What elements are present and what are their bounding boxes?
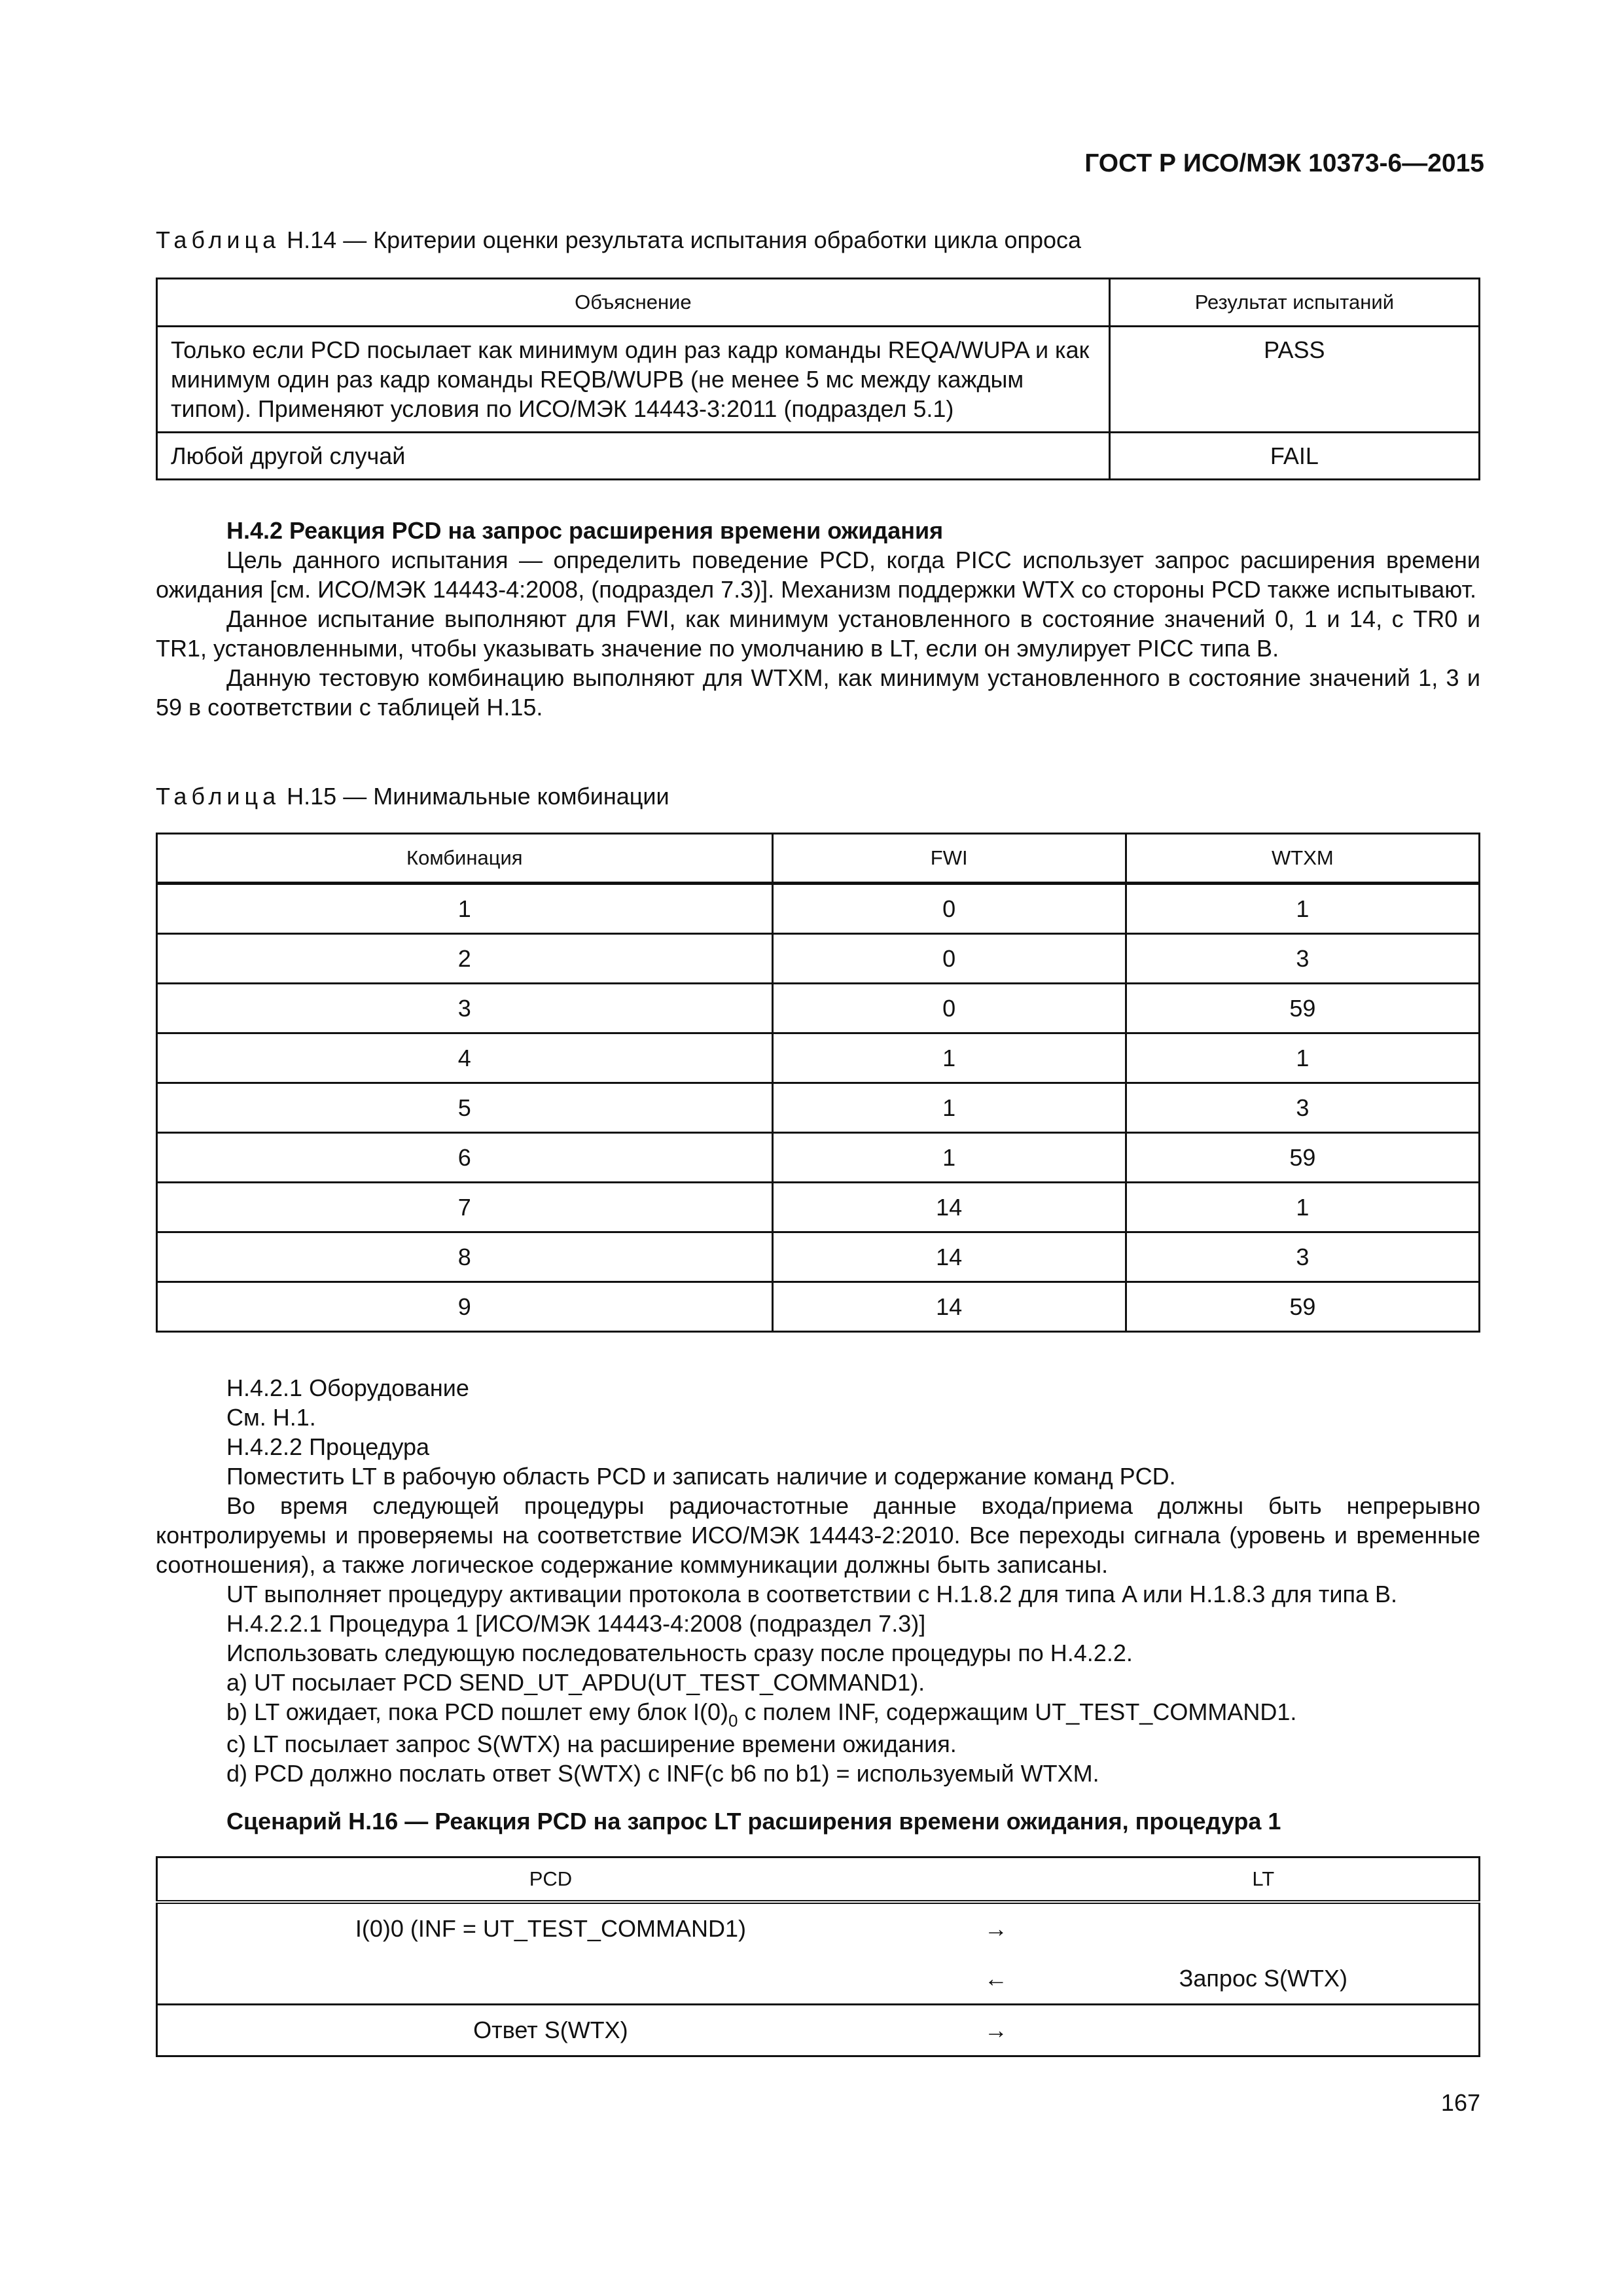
table-cell: FAIL [1109,433,1479,480]
section-h42 [156,516,1480,722]
table-cell: 1 [1126,884,1479,934]
table-cell: 59 [1126,984,1479,1033]
paragraph: Данную тестовую комбинацию выполняют для WTXM, как минимум установленного в состояние значений 1, 3 и 59 в соответствии с таблицей Н.15. [156,664,1480,721]
table-row [157,884,1480,934]
table-cell: 1 [157,884,773,934]
table-row [157,1083,1480,1133]
list-item-text: b) LT ожидает, пока PCD пошлет ему блок I(0) [226,1698,729,1725]
table-cell: 14 [772,1183,1126,1232]
table-cell: 8 [157,1232,773,1282]
right-arrow-icon: → [944,2005,1048,2056]
table14-caption [156,226,1081,254]
table-cell: 1 [1126,1033,1479,1083]
table-cell: Ответ S(WTX) [157,2005,944,2056]
table-cell: 5 [157,1083,773,1133]
table-cell: 3 [1126,1232,1479,1282]
table-cell [1048,1902,1480,1954]
paragraph: Цель данного испытания — определить поведение PCD, когда PICC использует запрос расширения времени ожидания [см. ИСО/МЭК 14443-4:2008, (подраздел 7.3)]. Механизм поддержки WTX со стороны PCD также испытывают. [156,547,1480,603]
section-title: Н.4.2 Реакция PCD на запрос расширения времени ожидания [226,517,944,544]
table-cell: Запрос S(WTX) [1179,1965,1347,1992]
column-header: LT [1048,1857,1480,1903]
table15 [156,833,1480,1333]
table-cell: 9 [157,1282,773,1332]
column-header-spacer [944,1857,1048,1903]
column-header: Результат испытаний [1109,279,1479,327]
left-arrow-icon: ← [984,1965,1008,1992]
paragraph: Поместить LT в рабочую область PCD и записать наличие и содержание команд PCD. [226,1463,1176,1490]
subscript: 0 [728,1711,738,1731]
section-h421 [156,1373,1480,1788]
table-cell: 14 [772,1232,1126,1282]
list-item-text: с полем INF, содержащим UT_TEST_COMMAND1. [738,1698,1297,1725]
table-cell: 14 [772,1282,1126,1332]
table-cell: Любой другой случай [157,433,1110,480]
table-header-row [157,1857,1480,1903]
table-row [157,433,1480,480]
table-cell: 1 [772,1083,1126,1133]
table-cell: 7 [157,1183,773,1232]
paragraph: Н.4.2.1 Оборудование [226,1374,469,1401]
table-cell: 6 [157,1133,773,1183]
list-item: a) UT посылает PCD SEND_UT_APDU(UT_TEST_COMMAND1). [226,1669,925,1696]
paragraph: Н.4.2.2 Процедура [226,1433,430,1460]
table-cell: 59 [1126,1133,1479,1183]
table-header-row [157,279,1480,327]
table-cell: 0 [772,984,1126,1033]
table-row [157,1282,1480,1332]
table-row [157,934,1480,984]
table-row [157,1902,1480,1954]
caption-prefix: Таблица [156,783,281,810]
table-cell: 0 [772,934,1126,984]
column-header: PCD [157,1857,944,1903]
paragraph: Данное испытание выполняют для FWI, как минимум установленного в состояние значений 0, 1 и 14, с TR0 и TR1, установленными, чтобы указывать значение по умолчанию в LT, если он эмулирует PICC типа B. [156,605,1480,662]
table-row [157,1133,1480,1183]
table-cell: 4 [157,1033,773,1083]
table-cell: 59 [1126,1282,1479,1332]
table-cell: 3 [1126,1083,1479,1133]
table-row [157,1954,1480,2005]
caption-text: Н.14 — Критерии оценки результата испытания обработки цикла опроса [280,226,1082,253]
table-cell: 1 [772,1133,1126,1183]
table-cell: I(0)0 (INF = UT_TEST_COMMAND1) [355,1915,746,1942]
paragraph: Н.4.2.2.1 Процедура 1 [ИСО/МЭК 14443-4:2008 (подраздел 7.3)] [226,1610,926,1637]
table-cell: 3 [1126,934,1479,984]
list-item [156,1697,1480,1729]
table-row [157,1183,1480,1232]
table-row [157,984,1480,1033]
table-row [157,2005,1480,2056]
table-row [157,1033,1480,1083]
paragraph: UT выполняет процедуру активации протокола в соответствии с Н.1.8.2 для типа A или Н.1.8.3 для типа B. [226,1581,1397,1607]
table-cell: 3 [157,984,773,1033]
paragraph: Использовать следующую последовательность сразу после процедуры по Н.4.2.2. [226,1640,1133,1666]
table-cell [1048,2005,1480,2056]
table-cell [157,1954,944,2005]
paragraph: Во время следующей процедуры радиочастотные данные входа/приема должны быть непрерывно контролируемы и проверяемы на соответствие ИСО/МЭК 14443-2:2010. Все переходы сигнала (уровень и временные соотношения), а также логическое содержание коммуникации должны быть записаны. [156,1492,1480,1578]
list-item: c) LT посылает запрос S(WTX) на расширение времени ожидания. [226,1731,957,1757]
table-cell: 0 [772,884,1126,934]
table15-caption [156,783,669,810]
column-header: FWI [772,834,1126,884]
table14 [156,278,1480,480]
caption-prefix: Таблица [156,226,281,253]
column-header: Комбинация [157,834,773,884]
paragraph: См. Н.1. [226,1404,316,1431]
table-cell: PASS [1109,327,1479,433]
table-header-row [157,834,1480,884]
table-cell: 1 [1126,1183,1479,1232]
scenario16-table [156,1856,1480,2057]
table-cell: 2 [157,934,773,984]
column-header: WTXM [1126,834,1479,884]
table-cell: 1 [772,1033,1126,1083]
right-arrow-icon: → [984,1915,1008,1942]
list-item: d) PCD должно послать ответ S(WTX) с INF(с b6 по b1) = используемый WTXM. [226,1760,1099,1787]
column-header: Объяснение [157,279,1110,327]
page-number: 167 [1440,2089,1480,2116]
table-row [157,1232,1480,1282]
table-row [157,327,1480,433]
scenario16-title: Сценарий Н.16 — Реакция PCD на запрос LT расширения времени ожидания, процедура 1 [226,1808,1281,1835]
table-cell: Только если PCD посылает как минимум один раз кадр команды REQA/WUPA и как минимум один раз кадр команды REQB/WUPB (не менее 5 мс между каждым типом). Применяют условия по ИСО/МЭК 14443-3:2011 (подраздел 5.1) [157,327,1110,433]
caption-text: Н.15 — Минимальные комбинации [280,783,669,810]
document-header: ГОСТ Р ИСО/МЭК 10373-6—2015 [1084,149,1484,177]
